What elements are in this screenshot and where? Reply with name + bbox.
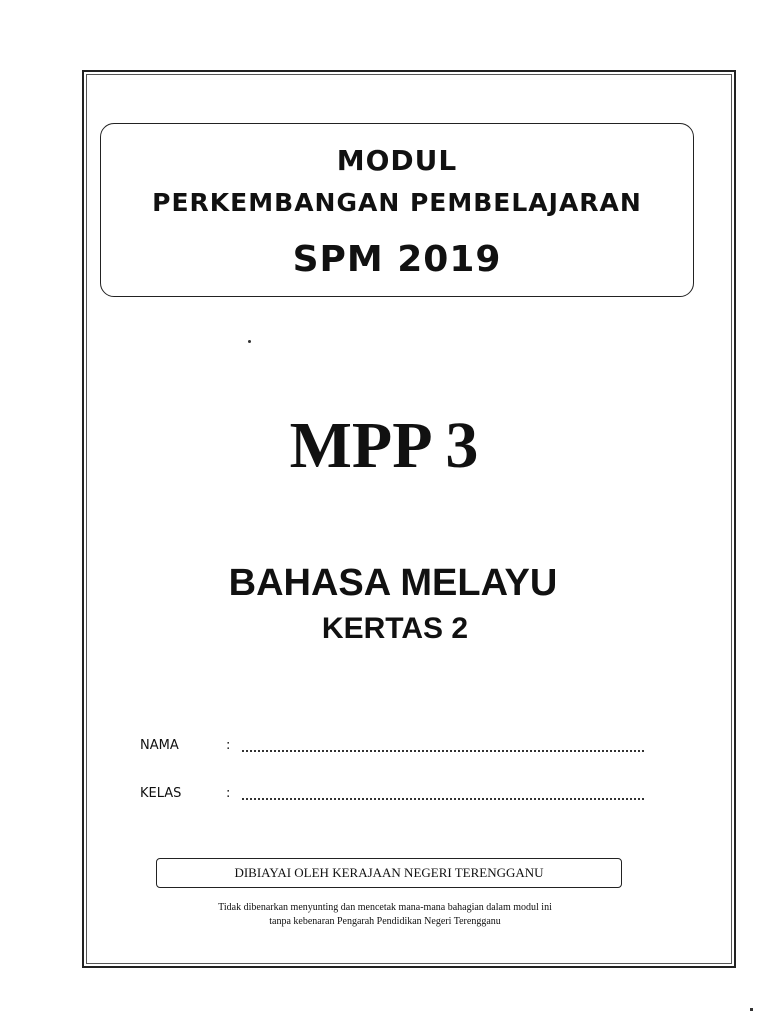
title-line-program: PERKEMBANGAN PEMBELAJARAN	[152, 188, 642, 217]
name-colon: :	[226, 738, 231, 753]
scan-corner-mark	[750, 1008, 753, 1011]
subject-title: BAHASA MELAYU	[228, 562, 558, 604]
funding-statement: DIBIAYAI OLEH KERAJAAN NEGERI TERENGGANU	[156, 858, 622, 888]
class-colon: :	[226, 786, 231, 801]
paper-number: KERTAS 2	[321, 612, 469, 645]
module-code: MPP 3	[289, 409, 479, 482]
copyright-notice-line2: tanpa kebenaran Pengarah Pendidikan Negeri Terengganu	[269, 916, 501, 927]
class-field[interactable]	[242, 798, 644, 800]
title-box	[100, 123, 694, 297]
copyright-notice-line1: Tidak dibenarkan menyunting dan mencetak mana-mana bahagian dalam modul ini	[218, 902, 552, 913]
scan-speck	[248, 340, 251, 343]
class-label: KELAS	[140, 786, 182, 801]
title-line-modul: MODUL	[336, 144, 458, 177]
name-label: NAMA	[140, 738, 179, 753]
title-line-exam-year: SPM 2019	[292, 239, 502, 280]
name-field[interactable]	[242, 750, 644, 752]
